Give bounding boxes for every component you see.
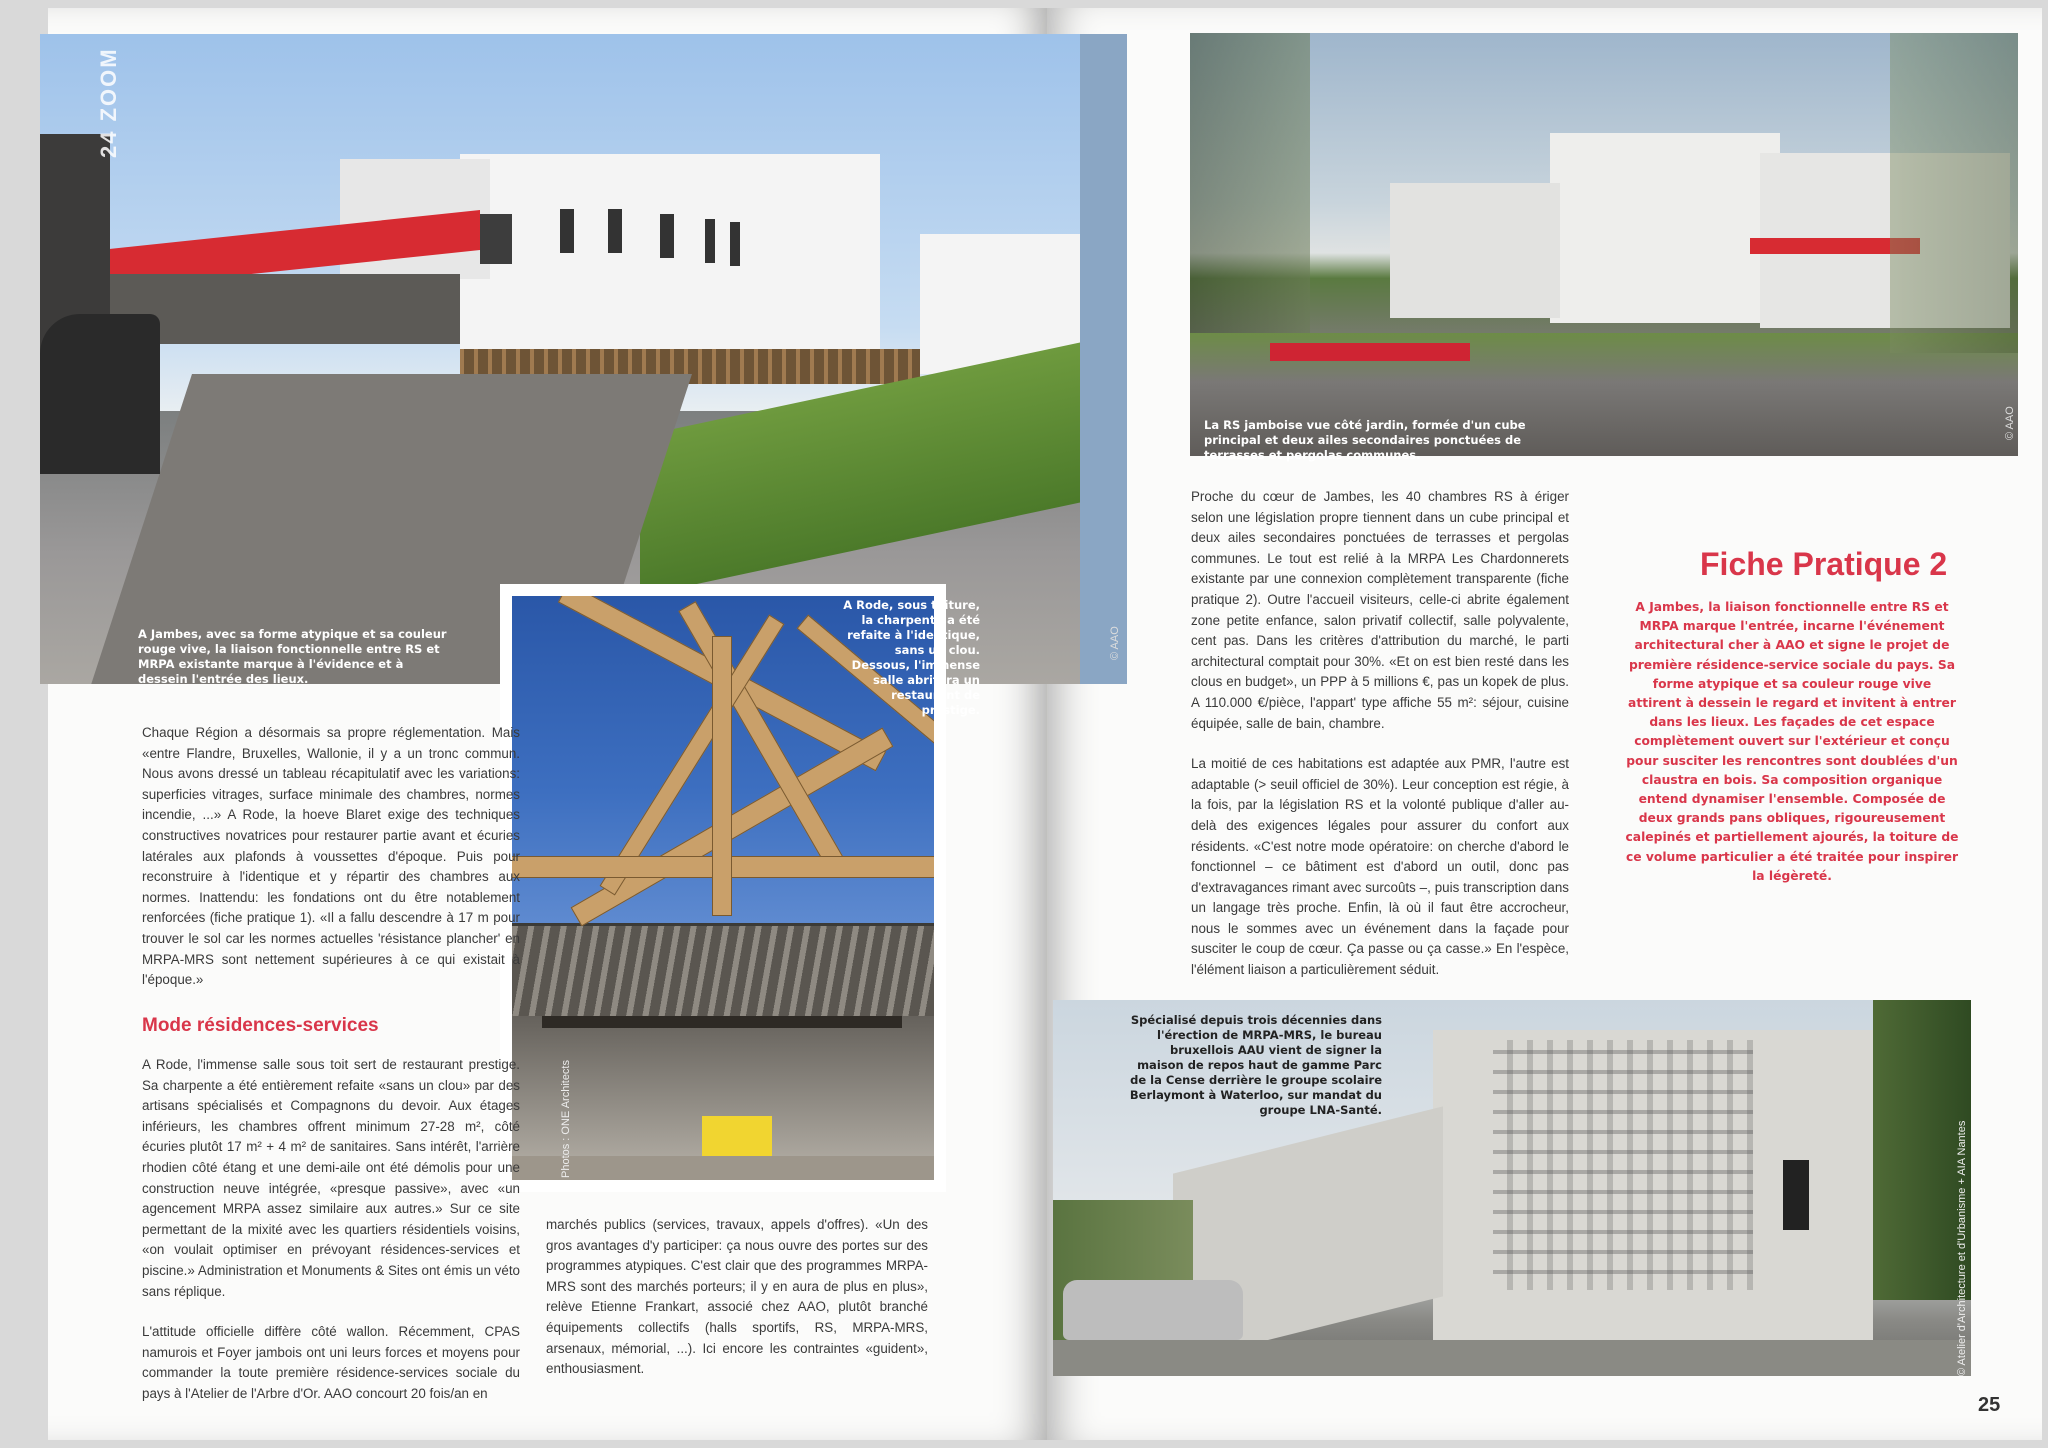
paragraph: Proche du cœur de Jambes, les 40 chambres RS à ériger selon une législation propre tiennent dans un cube principal et deux ailes secondaires ponctuées de terrasses et pergolas communes. Le tout est relié à la MRPA Les Chardonnerets existante par une connexion complètement transparente (fiche pratique 2). Outre l'accueil visiteurs, celle-ci abrite également zone petite enfance, salon privatif collectif, salle polyvalente, cent pas. Dans les critères d'attribution du marché, le parti architectural comptait pour 30%. «Et on est bien resté dans les clous en budget», un PPP à 5 millions €, pas un kopek de plus. A 110.000 €/pièce, l'appart' type affiche 55 m²: séjour, cuisine équipée, salle de bain, chambre. bbox=[1191, 489, 1569, 731]
section-title: Mode résidences-services bbox=[142, 1015, 379, 1036]
page-number: 25 bbox=[1978, 1394, 2001, 1416]
left-column-1 bbox=[142, 723, 520, 1011]
right-column bbox=[1191, 487, 1569, 1001]
caption-rode: A Rode, sous toiture, la charpente a été refaite à l'identique, sans un clou. Dessous, l'immense salle abritera un restaurant de prestige. bbox=[843, 598, 980, 717]
credit-aao-1: © AAO bbox=[1109, 626, 1121, 660]
fiche-title: Fiche Pratique 2 bbox=[1700, 546, 1948, 582]
caption-jambes: A Jambes, avec sa forme atypique et sa couleur rouge vive, la liaison fonctionnelle entre RS et MRPA existante marque à l'évidence et à dessein l'entrée des lieux. bbox=[138, 627, 447, 686]
paragraph: La moitié de ces habitations est adaptée aux PMR, l'autre est adaptable (> seuil officiel de 30%). Leur conception est régie, à la fois, par la législation RS et la volonté publique d'aller au-delà des exigences légales pour assurer du confort aux résidents. «C'est notre mode opératoire: on cherche d'abord le fonctionnel – ce bâtiment est d'abord un outil, donc pas d'extravagances rimant avec surcoûts –, puis transcription dans un langage très proche. Enfin, là où il faut être accrocheur, nous le sommes avec un événement dans la façade pour susciter le coup de cœur. Ça passe ou ça casse.» En l'espèce, l'élément liaison a particulièrement séduit. bbox=[1191, 756, 1569, 978]
credit-aao-2: © AAO bbox=[2004, 406, 2016, 440]
side-tag: 24 ZOOM bbox=[96, 47, 121, 158]
left-column-2 bbox=[546, 1215, 928, 1400]
paragraph: marchés publics (services, travaux, appels d'offres). «Un des gros avantages d'y participer: ça nous ouvre des portes sur des programmes atypiques. C'est clair que des programmes MRPA-MRS sont des marchés porteurs; il y en aura de plus en plus», relève Etienne Frankart, associé chez AAO, plutôt branché équipements collectifs (halls sportifs, RS, MRPA-MRS, arsenaux, mémorial, ...). Ici encore les contraintes «guident», enthousiasment. bbox=[546, 1217, 928, 1377]
fiche-text: A Jambes, la liaison fonctionnelle entre RS et MRPA marque l'entrée, incarne l'événement architectural cher à AAO et signe le projet de première résidence-service sociale du pays. Sa forme atypique et sa couleur rouge vive attirent à dessein le regard et invitent à entrer dans les lieux. Les façades de cet espace complètement ouvert sur l'extérieur et conçu pour susciter les rencontres sont doublées d'un claustra en bois. Sa composition organique entend dynamiser l'ensemble. Composée de deux grands pans obliques, rigoureusement calepinés et partiellement ajourés, la toiture de ce volume particulier a été traitée pour inspirer la légèreté. bbox=[1625, 600, 1959, 883]
left-column-1-bottom bbox=[142, 1055, 520, 1425]
credit-waterloo: © Atelier d'Architecture et d'Urbanisme + AIA Nantes bbox=[1956, 1120, 1968, 1376]
photo-rs-jamboise bbox=[1190, 33, 2018, 456]
paragraph: A Rode, l'immense salle sous toit sert de restaurant prestige. Sa charpente a été entièrement refaite «sans un clou» par des artisans spécialisés et Compagnons du devoir. Aux étages inférieurs, les chambres offrent minimum 27-28 m², côté écuries plutôt 17 m² + 4 m² de sanitaires. Sans intérêt, l'arrière rhodien côté étang et une demi-aile ont été démolis pour une construction neuve intégrée, «presque passive», avec «un agencement MRPA assez similaire aux autres.» Sur ce site permettant de la mixité avec les quartiers résidentiels voisins, «on voulait optimiser en prévoyant résidences-services et piscine.» Administration et Monuments & Sites ont émis un véto sans réplique. bbox=[142, 1057, 520, 1299]
paragraph: L'attitude officielle diffère côté wallon. Récemment, CPAS namurois et Foyer jambois ont uni leurs forces et moyens pour commander la toute première résidence-services sociale du pays à l'Atelier de l'Arbre d'Or. AAO concourt 20 fois/an en bbox=[142, 1324, 520, 1401]
caption-rs: La RS jamboise vue côté jardin, formée d'un cube principal et deux ailes secondaires ponctuées de terrasses et pergolas communes. bbox=[1204, 418, 1526, 462]
caption-waterloo: Spécialisé depuis trois décennies dans l'érection de MRPA-MRS, le bureau bruxellois AAU vient de signer la maison de repos haut de gamme Parc de la Cense derrière le groupe scolaire Berlaymont à Waterloo, sur mandat du groupe LNA-Santé. bbox=[1129, 1013, 1382, 1117]
paragraph: Chaque Région a désormais sa propre réglementation. Mais «entre Flandre, Bruxelles, Wallonie, il y a un tronc commun. Nous avons dressé un tableau récapitulatif avec les variations: superficies vitrages, surface minimale des chambres, normes incendie, ...» A Rode, la hoeve Blaret exige des techniques constructives novatrices pour restaurer partie avant et écuries latérales aux plafonds à voussettes d'époque. Puis pour reconstruire à l'identique et y répartir des chambres aux normes. Inattendu: les fondations ont du être notablement renforcées (fiche pratique 1). «Il a fallu descendre à 17 m pour trouver le sol car les normes actuelles 'résistance plancher' en MRPA-MRS sont nettement supérieures à ce qui existait à l'époque.» bbox=[142, 725, 520, 988]
credit-rode: Photos : ONE Architects bbox=[560, 1060, 572, 1178]
